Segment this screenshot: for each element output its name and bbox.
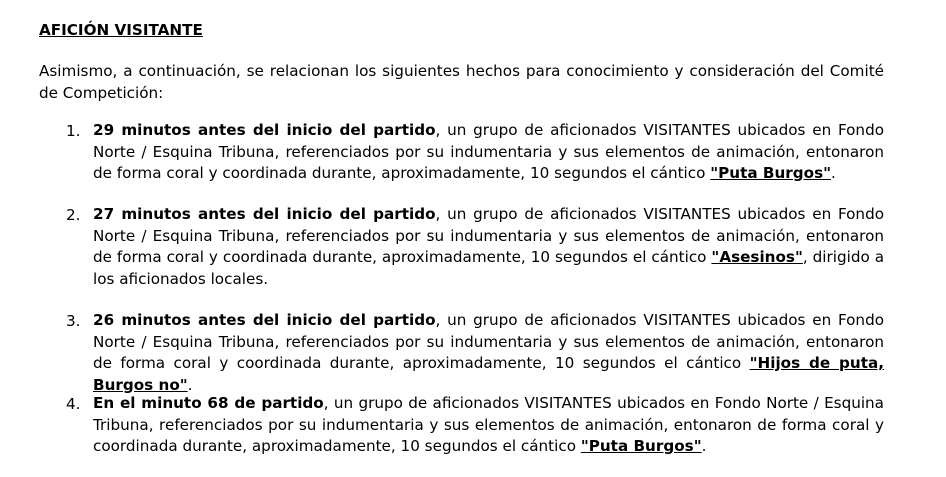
list-item-number: 1. — [66, 122, 81, 140]
list-item-description: , un grupo de aficionados VISITANTES ubicados en Fondo Norte / Esquina Tribuna, referenciados por su indumentaria y sus elementos de animación, entonaron de forma coral y coordinada durante, aproximadamente, 10 segundos el cántico — [93, 205, 884, 266]
intro-paragraph: Asimismo, a continuación, se relacionan los siguientes hechos para conocimiento y consideración del Comité de Competición: — [39, 62, 884, 102]
list-item-lead: 26 minutos antes del inicio del partido — [93, 311, 436, 329]
list-item-description: , un grupo de aficionados VISITANTES ubicados en Fondo Norte / Esquina Tribuna, referenciados por su indumentaria y sus elementos de animación, entonaron de forma coral y coordinada durante, aproximadamente, 10 segundos el cántico — [93, 311, 884, 372]
list-item-lead: 27 minutos antes del inicio del partido — [93, 205, 436, 223]
list-item-text — [93, 393, 884, 458]
list-item-text — [93, 204, 884, 290]
list-item-number: 2. — [66, 206, 81, 224]
list-item-tail: . — [187, 375, 193, 394]
list-item-text — [93, 310, 884, 396]
list-item-tail: . — [831, 164, 836, 182]
list-item-number: 3. — [66, 312, 81, 330]
list-item-chant: "Hijos de puta, Burgos no" — [93, 354, 884, 394]
list-item-text — [93, 120, 884, 185]
list-item-chant: "Puta Burgos" — [580, 437, 702, 455]
list-item-chant: "Puta Burgos" — [710, 164, 832, 182]
list-item-lead: En el minuto 68 de partido — [93, 394, 324, 412]
list-item-chant: "Asesinos" — [711, 248, 803, 266]
list-item-description: , un grupo de aficionados VISITANTES ubicados en Fondo Norte / Esquina Tribuna, referenciados por su indumentaria y sus elementos de animación, entonaron de forma coral y coordinada durante, aproximadamente, 10 segundos el cántico — [93, 394, 884, 455]
list-item-tail: . — [701, 437, 707, 455]
list-item-lead: 29 minutos antes del inicio del partido — [93, 121, 436, 139]
list-item-tail: , dirigido a los aficionados locales. — [93, 248, 884, 288]
section-title: AFICIÓN VISITANTE — [39, 21, 203, 39]
list-item-number: 4. — [66, 395, 81, 413]
list-item-description: , un grupo de aficionados VISITANTES ubicados en Fondo Norte / Esquina Tribuna, referenciados por su indumentaria y sus elementos de animación, entonaron de forma coral y coordinada durante, aproximadamente, 10 segundos el cántico — [93, 121, 884, 182]
